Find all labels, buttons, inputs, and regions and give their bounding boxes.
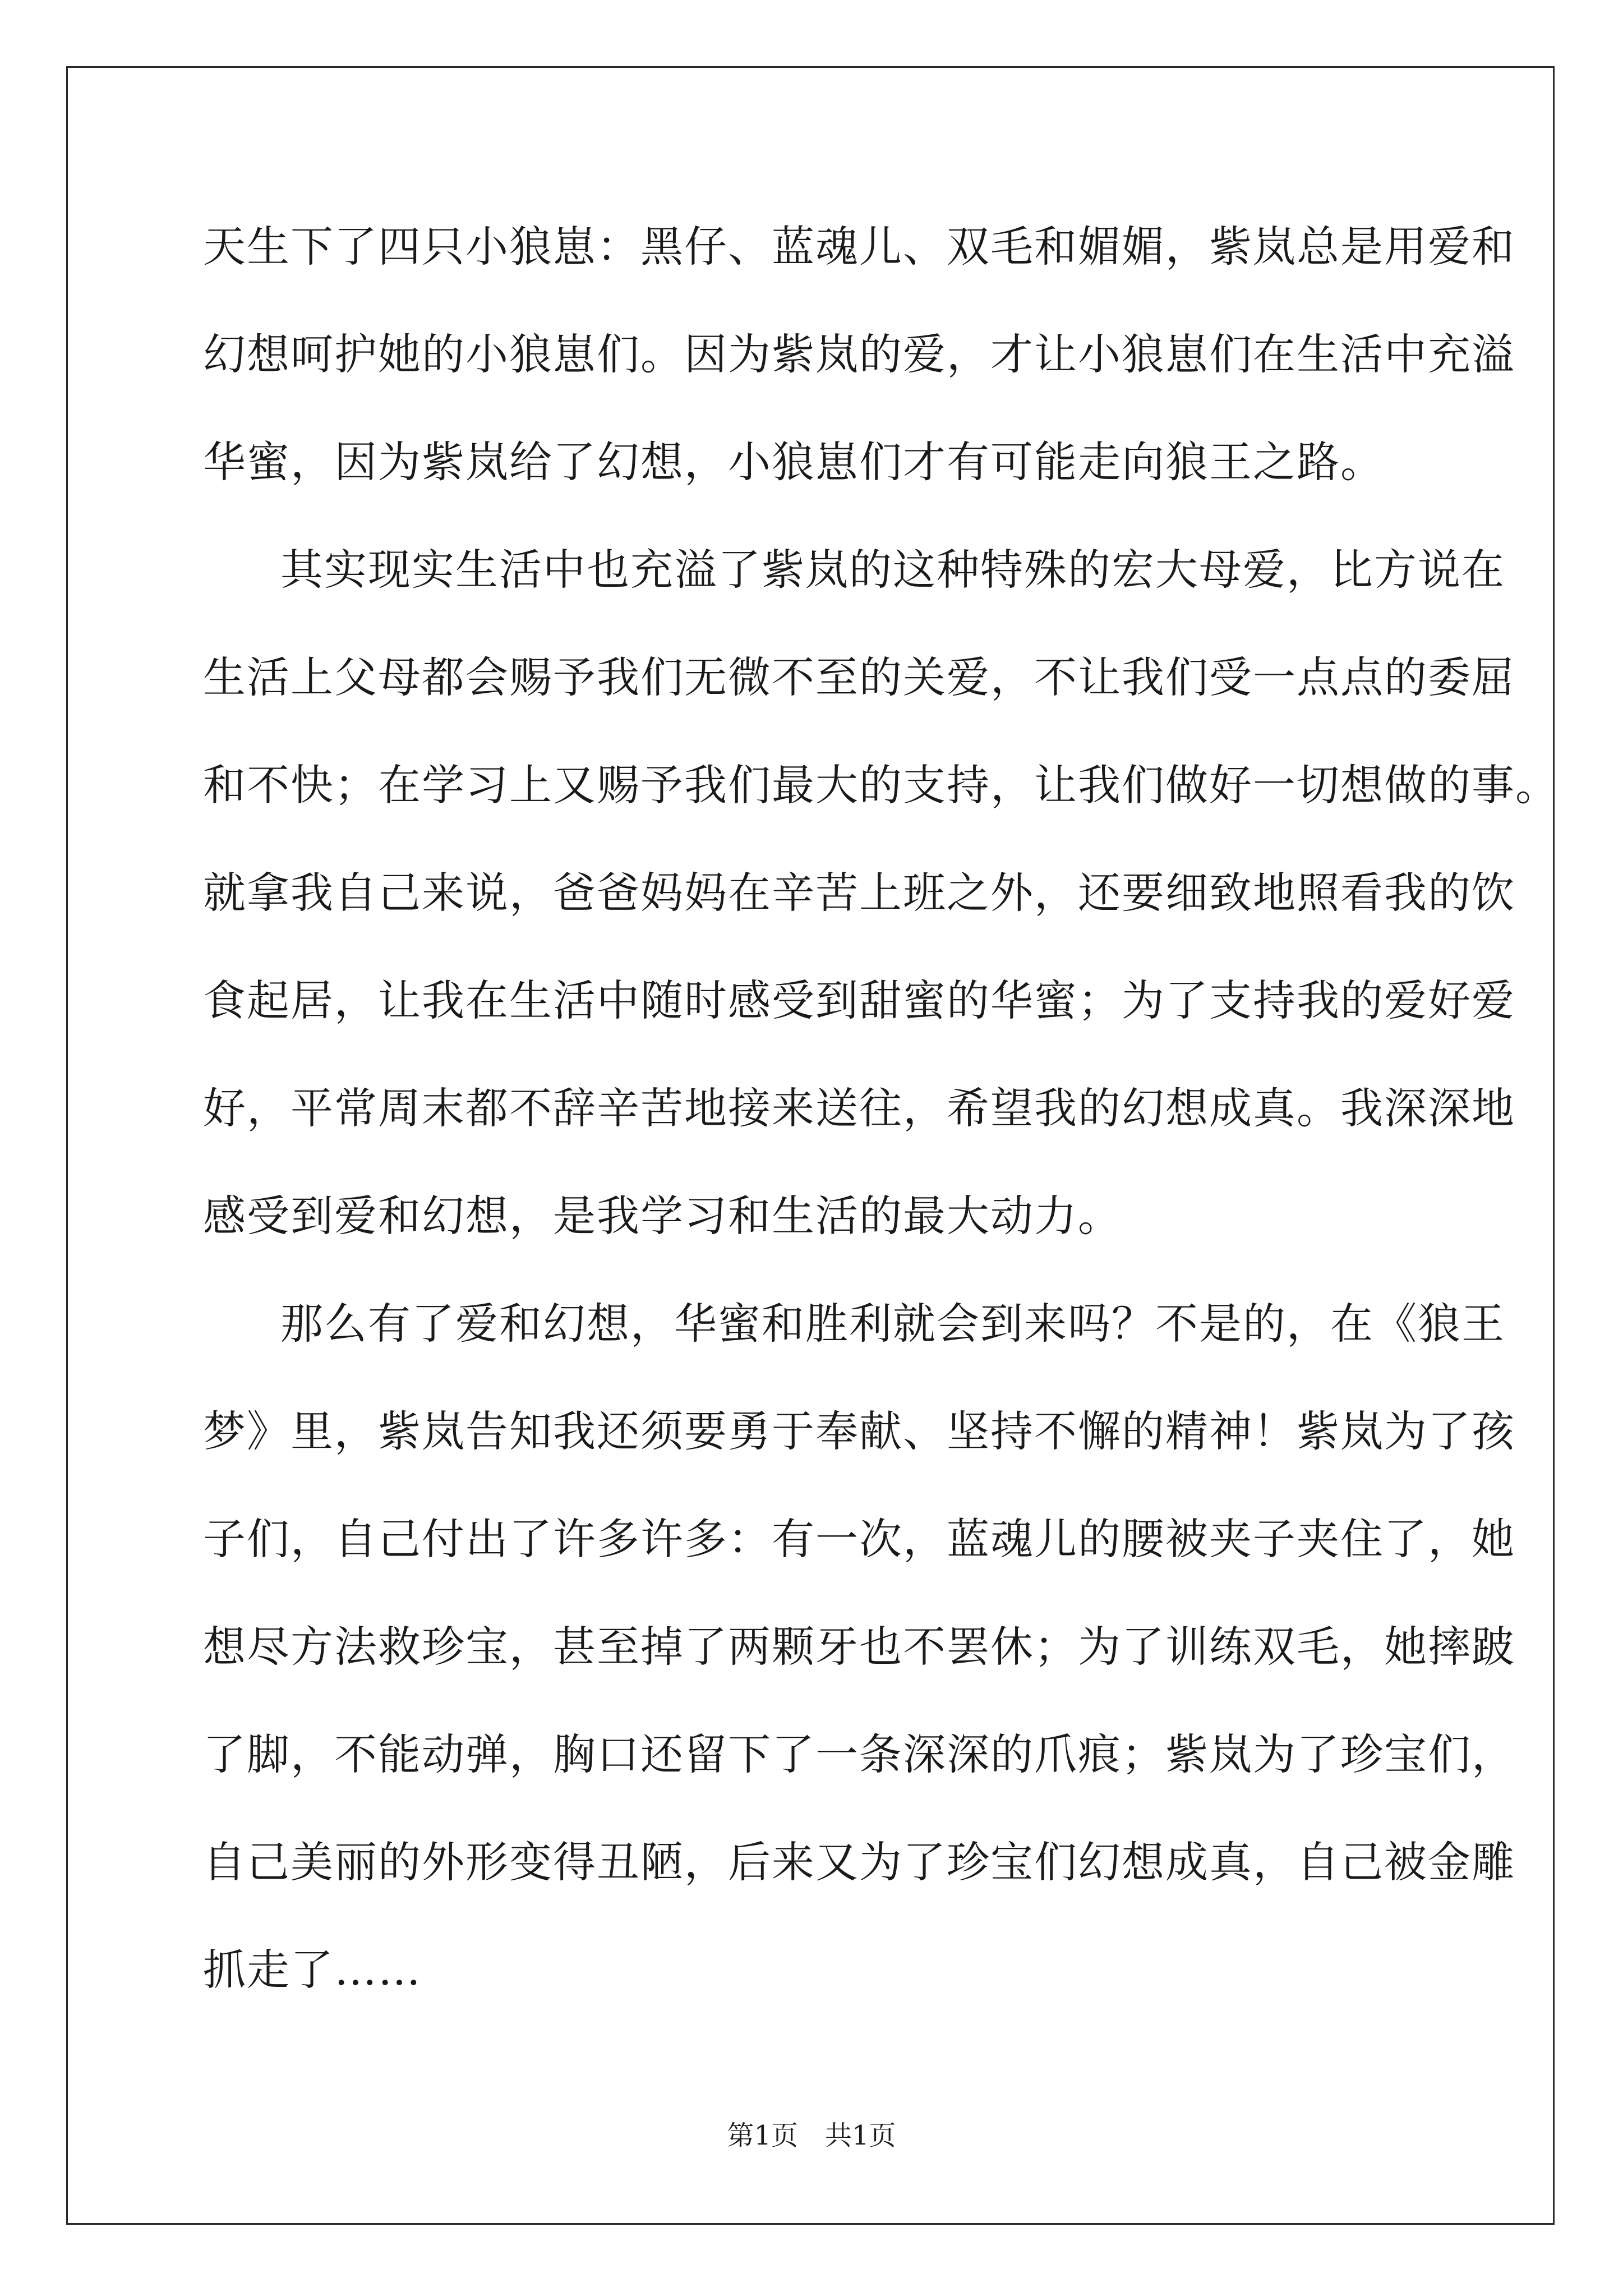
body-line: 自己美丽的外形变得丑陋，后来又为了珍宝们幻想成真，自己被金雕 — [203, 1837, 1515, 1887]
body-line: 就拿我自己来说，爸爸妈妈在辛苦上班之外，还要细致地照看我的饮 — [203, 868, 1515, 918]
body-line: 感受到爱和幻想，是我学习和生活的最大动力。 — [203, 1191, 1122, 1241]
paragraph-start-line: 那么有了爱和幻想，华蜜和胜利就会到来吗？不是的，在《狼王 — [280, 1299, 1505, 1349]
body-line: 子们，自己付出了许多许多：有一次，蓝魂儿的腰被夹子夹住了，她 — [203, 1514, 1515, 1564]
body-line: 食起居，让我在生活中随时感受到甜蜜的华蜜；为了支持我的爱好爱 — [203, 976, 1515, 1025]
page-number-current: 第1页 — [727, 2120, 798, 2151]
body-line: 抓走了…… — [203, 1945, 422, 1995]
body-line: 生活上父母都会赐予我们无微不至的关爱，不让我们受一点点的委屈 — [203, 652, 1515, 702]
body-line: 和不快；在学习上又赐予我们最大的支持，让我们做好一切想做的事。 — [203, 760, 1559, 810]
page-number-total: 共1页 — [825, 2120, 896, 2151]
body-line: 华蜜，因为紫岚给了幻想，小狼崽们才有可能走向狼王之路。 — [203, 437, 1384, 487]
body-line: 了脚，不能动弹，胸口还留下了一条深深的爪痕；紫岚为了珍宝们， — [203, 1729, 1515, 1779]
body-line: 好，平常周末都不辞辛苦地接来送往，希望我的幻想成真。我深深地 — [203, 1083, 1515, 1133]
page-footer — [0, 2114, 1623, 2152]
body-line: 梦》里，紫岚告知我还须要勇于奉献、坚持不懈的精神！紫岚为了孩 — [203, 1406, 1515, 1456]
page-border — [66, 66, 1555, 2225]
body-line: 想尽方法救珍宝，甚至掉了两颗牙也不罢休；为了训练双毛，她摔跛 — [203, 1622, 1515, 1672]
body-line: 天生下了四只小狼崽：黑仔、蓝魂儿、双毛和媚媚，紫岚总是用爱和 — [203, 222, 1515, 272]
body-line: 幻想呵护她的小狼崽们。因为紫岚的爱，才让小狼崽们在生活中充溢 — [203, 329, 1515, 379]
paragraph-start-line: 其实现实生活中也充溢了紫岚的这种特殊的宏大母爱，比方说在 — [280, 545, 1505, 595]
